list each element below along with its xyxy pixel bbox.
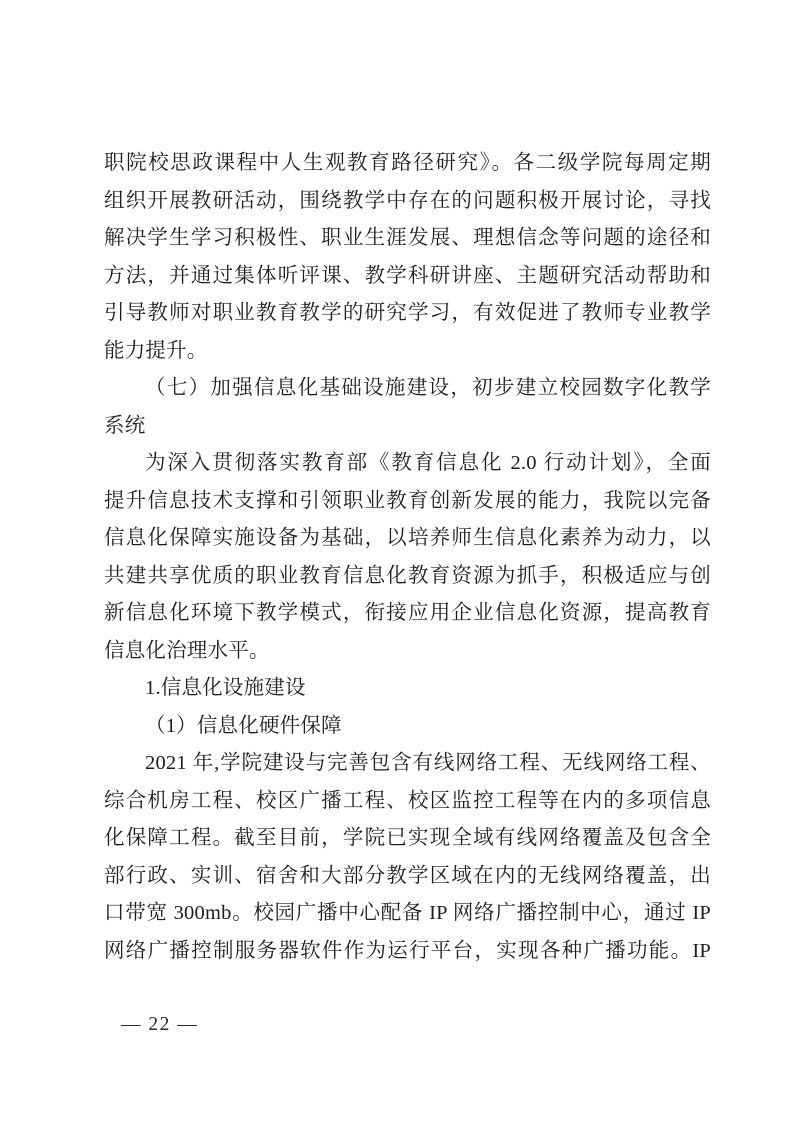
text-line: 职院校思政课程中人生观教育路径研究》。各二级学院每周定期 xyxy=(104,152,711,174)
text-line: 为深入贯彻落实教育部《教育信息化 2.0 行动计划》，全面 xyxy=(145,452,711,474)
text-line: 引导教师对职业教育教学的研究学习，有效促进了教师专业教学 xyxy=(104,302,711,324)
text-line: 化保障工程。截至目前，学院已实现全域有线网络覆盖及包含全 xyxy=(104,827,711,849)
section-heading-line: （七）加强信息化基础设施建设，初步建立校园数字化教学 xyxy=(145,377,711,399)
paragraph-end-line: 信息化治理水平。 xyxy=(104,639,270,662)
page-footer xyxy=(121,1010,198,1040)
text-line: 口带宽 300mb。校园广播中心配备 IP 网络广播控制中心，通过 IP xyxy=(104,902,711,924)
section-heading-line: 系统 xyxy=(104,414,146,437)
text-line: 解决学生学习积极性、职业生涯发展、理想信念等问题的途径和 xyxy=(104,227,711,249)
page-number: — 22 — xyxy=(121,1014,199,1035)
text-line: 2021 年,学院建设与完善包含有线网络工程、无线网络工程、 xyxy=(145,752,711,774)
text-line: 方法，并通过集体听评课、教学科研讲座、主题研究活动帮助和 xyxy=(104,264,711,287)
document-body xyxy=(104,145,711,970)
text-line: 提升信息技术支撑和引领职业教育创新发展的能力，我院以完备 xyxy=(104,489,711,512)
text-line: 网络广播控制服务器软件作为运行平台，实现各种广播功能。IP xyxy=(104,939,711,962)
subsection-heading-line: 1.信息化设施建设 xyxy=(145,677,306,699)
text-line: 信息化保障实施设备为基础，以培养师生信息化素养为动力，以 xyxy=(104,527,711,549)
text-line: 综合机房工程、校区广播工程、校区监控工程等在内的多项信息 xyxy=(104,789,711,812)
text-line: 共建共享优质的职业教育信息化教育资源为抓手，积极适应与创 xyxy=(104,564,711,587)
paragraph-end-line: 能力提升。 xyxy=(104,339,208,362)
text-line: 新信息化环境下教学模式，衔接应用企业信息化资源，提高教育 xyxy=(104,602,711,624)
text-line: 组织开展教研活动，围绕教学中存在的问题积极开展讨论，寻找 xyxy=(104,189,711,212)
text-line: 部行政、实训、宿舍和大部分教学区域在内的无线网络覆盖，出 xyxy=(104,864,711,887)
subsection-heading-line: （1）信息化硬件保障 xyxy=(145,714,342,737)
